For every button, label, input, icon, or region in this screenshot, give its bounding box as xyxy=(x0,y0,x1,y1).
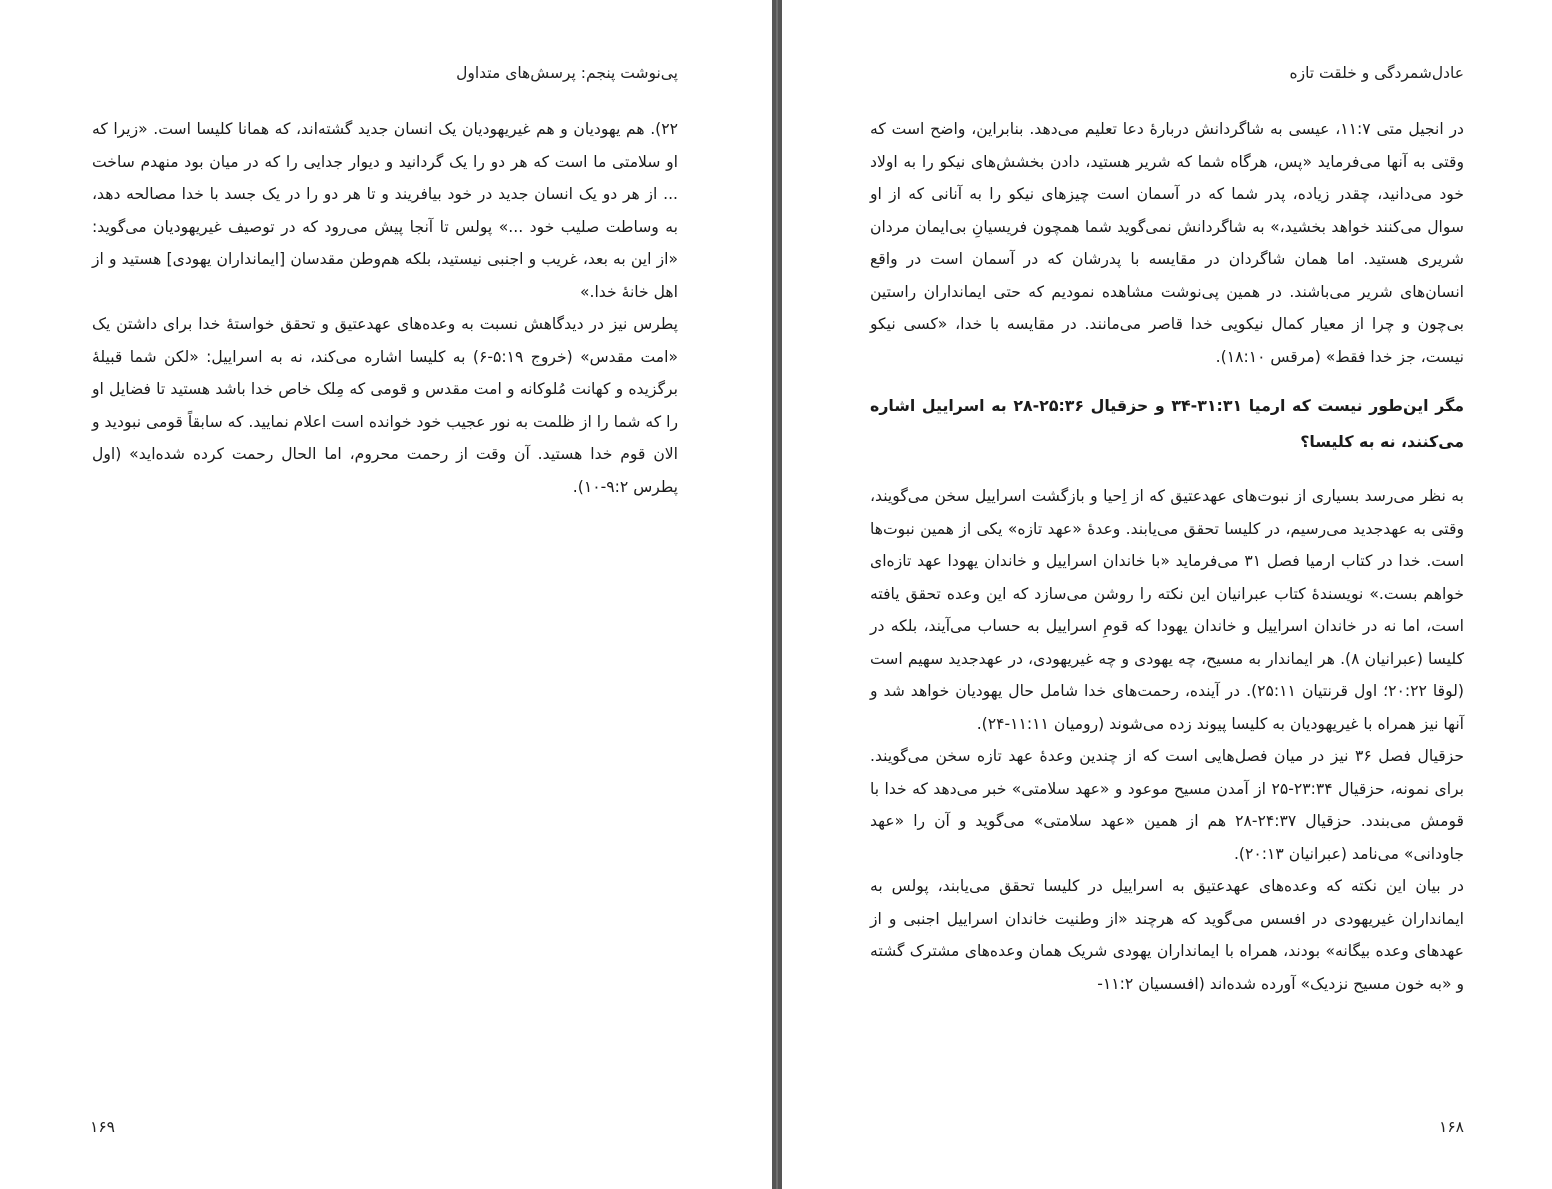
right-paragraph-3: در بیان این نکته که وعده‌های عهدعتیق به اسراییل در کلیسا تحقق می‌یابند، پولس به ایمانداران غیریهودی در افسس می‌گوید که هرچند «از وطنیت خاندان اسراییل اجنبی و از عهدهای وعده بیگانه» بودند، همراه با ایمانداران یهودی شریک همان وعده‌های مشترک گشته و «به خون مسیح نزدیک» آورده شده‌اند (افسسیان ۱۱:۲- xyxy=(870,877,1464,993)
left-paragraph-2: پطرس نیز در دیدگاهش نسبت به وعده‌های عهدعتیق و تحقق خواستهٔ خدا برای داشتن یک «امت مقدس» (خروج ۵:۱۹-۶) به کلیسا اشاره می‌کند، نه به اسراییل: «لکن شما قبیلهٔ برگزیده و کهانت مُلوکانه و امت مقدس و قومی که مِلک خاص خدا باشد هستید تا فضایل او را که شما را از ظلمت به نور عجیب خود خوانده است اعلام نمایید. که سابقاً قومی نبودید و الان قوم خدا هستید. آن وقت از رحمت محروم، اما الحال رحمت کرده شده‌اید» (اول پطرس ۹:۲-۱۰). xyxy=(92,315,678,496)
right-paragraph-1: به نظر می‌رسد بسیاری از نبوت‌های عهدعتیق که از اِحیا و بازگشت اسراییل سخن می‌گویند، وقتی به عهدجدید می‌رسیم، در کلیسا تحقق می‌یابند. وعدهٔ «عهد تازه» یکی از همین نبوت‌ها است. خدا در کتاب ارمیا فصل ۳۱ می‌فرماید «با خاندان اسراییل و خاندان یهودا عهد تازه‌ای خواهم بست.» نویسندهٔ کتاب عبرانیان این نکته را روشن می‌سازد که این وعده تحقق یافته است، اما نه در خاندان اسراییل و خاندان یهودا که قومِ اسراییل به حساب می‌آیند، بلکه در کلیسا (عبرانیان ۸). هر ایماندار به مسیح، چه یهودی و چه غیریهودی، در عهدجدید سهیم است (لوقا ۲۰:۲۲؛ اول قرنتیان ۲۵:۱۱). در آینده، رحمت‌های خدا شامل حال یهودیان خواهد شد و آنها نیز همراه با غیریهودیان به کلیسا پیوند زده می‌شوند (رومیان ۱۱:۱۱-۲۴). xyxy=(870,487,1464,733)
right-running-head: عادل‌شمردگی و خلقت تازه xyxy=(1289,64,1464,82)
book-spine-gutter xyxy=(772,0,782,1189)
right-body-text xyxy=(870,113,1464,1000)
right-page-number: ۱۶۸ xyxy=(1439,1118,1464,1136)
section-heading: مگر این‌طور نیست که ارمیا ۳۱:۳۱-۳۴ و حزقیال ۲۵:۳۶-۲۸ به اسراییل اشاره می‌کنند، نه به کلیسا؟ xyxy=(870,396,1464,451)
left-page-number: ۱۶۹ xyxy=(90,1118,115,1136)
left-page xyxy=(0,0,772,1189)
left-paragraph-1: ۲۲). هم یهودیان و هم غیریهودیان یک انسان جدید گشته‌اند، که همانا کلیسا است. «زیرا که او سلامتی ما است که هر دو را یک گردانید و دیوار جدایی را که در میان بود منهدم ساخت ... از هر دو یک انسان جدید در خود بیافریند و تا هر دو را در یک جسد با خدا مصالحه دهد، به وساطت صلیب خود ...» پولس تا آنجا پیش می‌رود که در توصیف غیریهودیان می‌گوید: «از این به بعد، غریب و اجنبی نیستید، بلکه هم‌وطن مقدسان [ایمانداران یهودی] هستید و از اهل خانهٔ خدا.» xyxy=(92,120,678,301)
right-intro-paragraph: در انجیل متی ۱۱:۷، عیسی به شاگردانش دربارهٔ دعا تعلیم می‌دهد. بنابراین، واضح است که وقتی به آنها می‌فرماید «پس، هرگاه شما که شریر هستید، دادن بخشش‌های نیکو را به اولاد خود می‌دانید، چقدر زیاده، پدر شما که در آسمان است چیزهای نیکو را به آنانی که از او سوال می‌کنند خواهد بخشید،» به شاگردانش نمی‌گوید شما همچون فریسیانِ بی‌ایمان مردان شریری هستید. اما همان شاگردان در مقایسه با پدرشان که در آسمان است در واقع انسان‌های شریر می‌باشند. در همین پی‌نوشت مشاهده نمودیم که حتی ایمانداران راستین بی‌چون و چرا از معیار کمال نیکویی خدا قاصر می‌مانند. در مقایسه با خدا، «کسی نیکو نیست، جز خدا فقط» (مرقس ۱۸:۱۰). xyxy=(870,120,1464,366)
left-body-text xyxy=(92,113,678,503)
right-paragraph-2: حزقیال فصل ۳۶ نیز در میان فصل‌هایی است که از چندین وعدهٔ عهد تازه سخن می‌گویند. برای نمونه، حزقیال ۲۳:۳۴-۲۵ از آمدن مسیح موعود و «عهد سلامتی» خبر می‌دهد که خدا با قومش می‌بندد. حزقیال ۲۴:۳۷-۲۸ هم از همین «عهد سلامتی» می‌گوید و آن را «عهد جاودانی» می‌نامد (عبرانیان ۲۰:۱۳). xyxy=(870,747,1464,863)
left-running-head: پی‌نوشت پنجم: پرسش‌های متداول xyxy=(456,64,678,82)
right-page xyxy=(782,0,1552,1189)
